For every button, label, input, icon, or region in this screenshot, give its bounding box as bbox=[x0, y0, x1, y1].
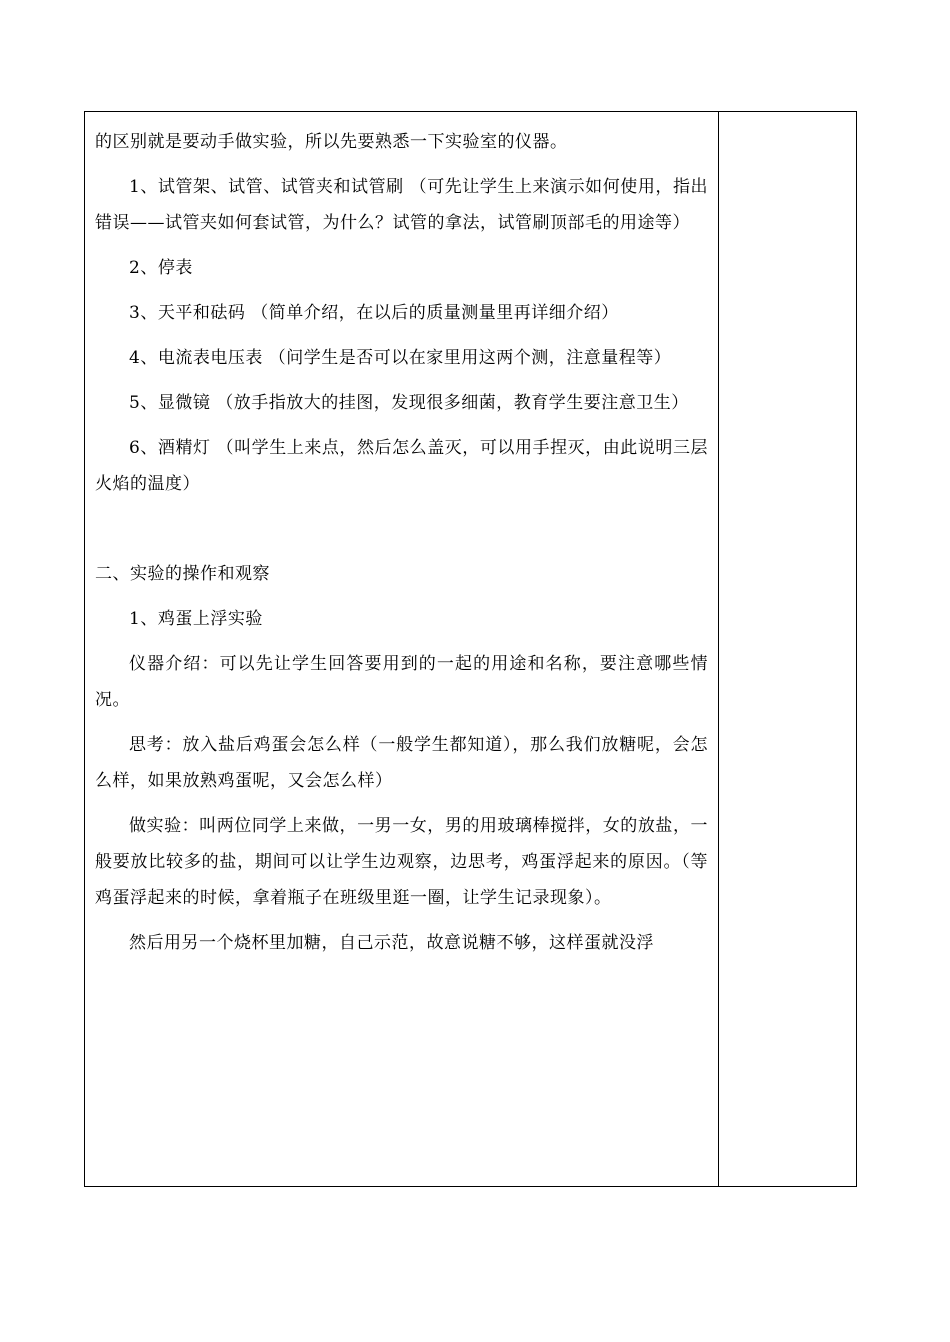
blank-line bbox=[95, 511, 708, 547]
lesson-table bbox=[84, 111, 857, 1187]
paragraph-item-balance: 3、天平和砝码 （简单介绍，在以后的质量测量里再详细介绍） bbox=[129, 303, 619, 323]
paragraph-intro: 的区别就是要动手做实验，所以先要熟悉一下实验室的仪器。 bbox=[95, 132, 568, 152]
paragraph-item-microscope: 5、显微镜 （放手指放大的挂图，发现很多细菌，教育学生要注意卫生） bbox=[129, 393, 689, 413]
paragraph-item-meters: 4、电流表电压表 （问学生是否可以在家里用这两个测，注意量程等） bbox=[129, 348, 672, 368]
paragraph-item-test-tube: 1、试管架、试管、试管夹和试管刷 （可先让学生上来演示如何使用，指出错误——试管夹如何套试管，为什么？试管的拿法，试管刷顶部毛的用途等） bbox=[95, 177, 708, 233]
section-heading: 二、实验的操作和观察 bbox=[95, 564, 270, 584]
paragraph-thinking: 思考：放入盐后鸡蛋会怎么样（一般学生都知道），那么我们放糖呢，会怎么样，如果放熟鸡蛋呢，又会怎么样） bbox=[95, 735, 708, 791]
paragraph-item-alcohol-lamp: 6、酒精灯 （叫学生上来点，然后怎么盖灭，可以用手捏灭，由此说明三层火焰的温度） bbox=[95, 438, 708, 494]
content-cell bbox=[85, 112, 719, 1186]
paragraph-item-stopwatch: 2、停表 bbox=[129, 258, 193, 278]
paragraph-do-experiment: 做实验：叫两位同学上来做，一男一女，男的用玻璃棒搅拌，女的放盐，一般要放比较多的盐，期间可以让学生边观察，边思考，鸡蛋浮起来的原因。（等鸡蛋浮起来的时候，拿着瓶子在班级里逛一圈，让学生记录现象）。 bbox=[95, 816, 708, 908]
notes-cell bbox=[719, 112, 856, 1186]
paragraph-instrument-intro: 仪器介绍：可以先让学生回答要用到的一起的用途和名称，要注意哪些情况。 bbox=[95, 654, 708, 710]
paragraph-experiment-title: 1、鸡蛋上浮实验 bbox=[129, 609, 263, 629]
paragraph-sugar-demo: 然后用另一个烧杯里加糖，自己示范，故意说糖不够，这样蛋就没浮 bbox=[129, 933, 654, 953]
